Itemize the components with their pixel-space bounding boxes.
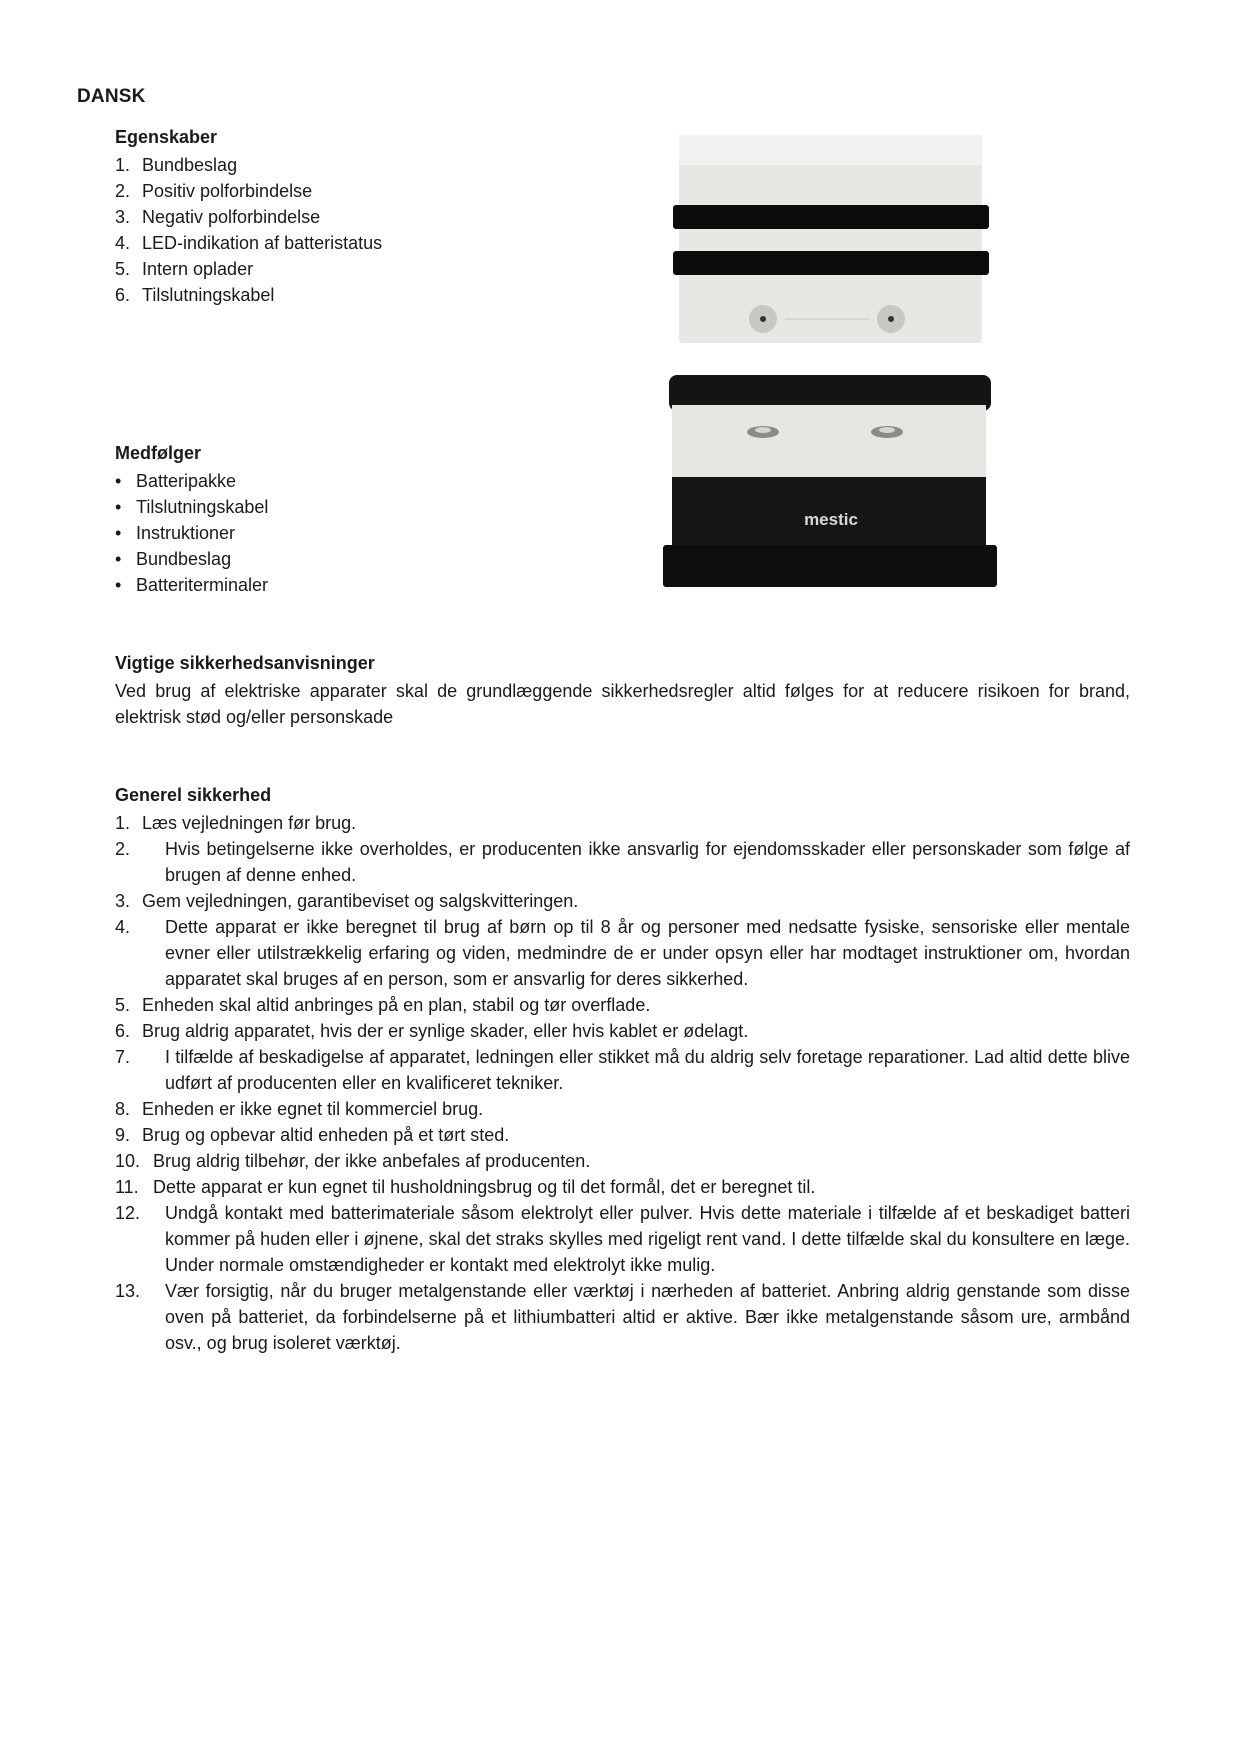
list-item: • Tilslutningskabel bbox=[115, 497, 269, 517]
included-heading: Medfølger bbox=[115, 443, 202, 463]
list-item: 4. Dette apparat er ikke beregnet til brug af børn op til 8 år og personer med nedsatte fysiske, sensoriske eller mentale evner eller utilstrækkelig erfaring og viden, medmindre de er under opsyn eller har modtaget instruktioner om, hvordan apparatet skal bruges af en person, som er ansvarlig for deres sikkerhed. bbox=[115, 917, 1130, 989]
included-section bbox=[115, 440, 575, 598]
list-item: 3. Gem vejledningen, garantibeviset og salgskvitteringen. bbox=[115, 891, 579, 911]
general-list bbox=[115, 810, 1130, 1356]
features-list bbox=[115, 152, 575, 308]
list-item: 2. Hvis betingelserne ikke overholdes, er producenten ikke ansvarlig for ejendomsskader eller personskader som følge af brugen af denne enhed. bbox=[115, 839, 1130, 885]
list-item: 9. Brug og opbevar altid enheden på et tørt sted. bbox=[115, 1125, 510, 1145]
language-heading: DANSK bbox=[77, 86, 146, 107]
brand-logo: mestic bbox=[804, 510, 858, 529]
list-item: • Batteripakke bbox=[115, 471, 237, 491]
features-heading: Egenskaber bbox=[115, 127, 218, 147]
list-item: • Bundbeslag bbox=[115, 549, 232, 569]
list-item: 6. Brug aldrig apparatet, hvis der er synlige skader, eller hvis kablet er ødelagt. bbox=[115, 1021, 749, 1041]
list-item: 5. Intern oplader bbox=[115, 259, 254, 279]
list-item: 12. Undgå kontakt med batterimateriale såsom elektrolyt eller pulver. Hvis dette materiale i tilfælde af et beskadiget batteri kommer på huden eller i øjnene, skal det straks skylles med rigeligt rent vand. I dette tilfælde skal du konsultere en læge. Under normale omstændigheder er kontakt med elektrolyt ikke mulig. bbox=[115, 1203, 1130, 1275]
list-item: 8. Enheden er ikke egnet til kommerciel brug. bbox=[115, 1099, 484, 1119]
strap-upper bbox=[673, 205, 989, 229]
features-section bbox=[115, 124, 575, 308]
list-item: 3. Negativ polforbindelse bbox=[115, 207, 321, 227]
list-item: 1. Læs vejledningen før brug. bbox=[115, 813, 357, 833]
battery-top-body bbox=[679, 135, 982, 343]
list-item: 10. Brug aldrig tilbehør, der ikke anbefales af producenten. bbox=[115, 1151, 591, 1171]
list-item: • Batteriterminaler bbox=[115, 575, 269, 595]
list-item: 13. Vær forsigtig, når du bruger metalgenstande eller værktøj i nærheden af batteriet. Anbring aldrig genstande som disse oven på batteriet, da forbindelserne på et lithiumbatteri altid er aktive. Bær ikke metalgenstande såsom ure, armbånd osv., og brug isoleret værktøj. bbox=[115, 1281, 1130, 1353]
list-item: 7. I tilfælde af beskadigelse af apparatet, ledningen eller stikket må du aldrig selv foretage reparationer. Lad altid dette blive udført af producenten eller en kvalificeret tekniker. bbox=[115, 1047, 1130, 1093]
list-item: 2. Positiv polforbindelse bbox=[115, 181, 313, 201]
important-heading: Vigtige sikkerhedsanvisninger bbox=[115, 653, 375, 673]
list-item: 4. LED-indikation af batteristatus bbox=[115, 233, 383, 253]
list-item: 1. Bundbeslag bbox=[115, 155, 238, 175]
important-section bbox=[115, 650, 1130, 730]
general-heading: Generel sikkerhed bbox=[115, 785, 272, 805]
battery-product-image bbox=[655, 125, 1015, 605]
general-section bbox=[115, 782, 1130, 1356]
strap-lower bbox=[673, 251, 989, 275]
bottom-bracket bbox=[663, 545, 997, 587]
important-text: Ved brug af elektriske apparater skal de grundlæggende sikkerhedsregler altid følges for at reducere risikoen for brand, elektrisk stød og/eller personskade bbox=[115, 681, 1130, 727]
list-item: 11. Dette apparat er kun egnet til husholdningsbrug og til det formål, det er beregnet til. bbox=[115, 1177, 816, 1197]
included-list bbox=[115, 468, 575, 598]
list-item: 6. Tilslutningskabel bbox=[115, 285, 275, 305]
list-item: 5. Enheden skal altid anbringes på en plan, stabil og tør overflade. bbox=[115, 995, 651, 1015]
list-item: • Instruktioner bbox=[115, 523, 236, 543]
